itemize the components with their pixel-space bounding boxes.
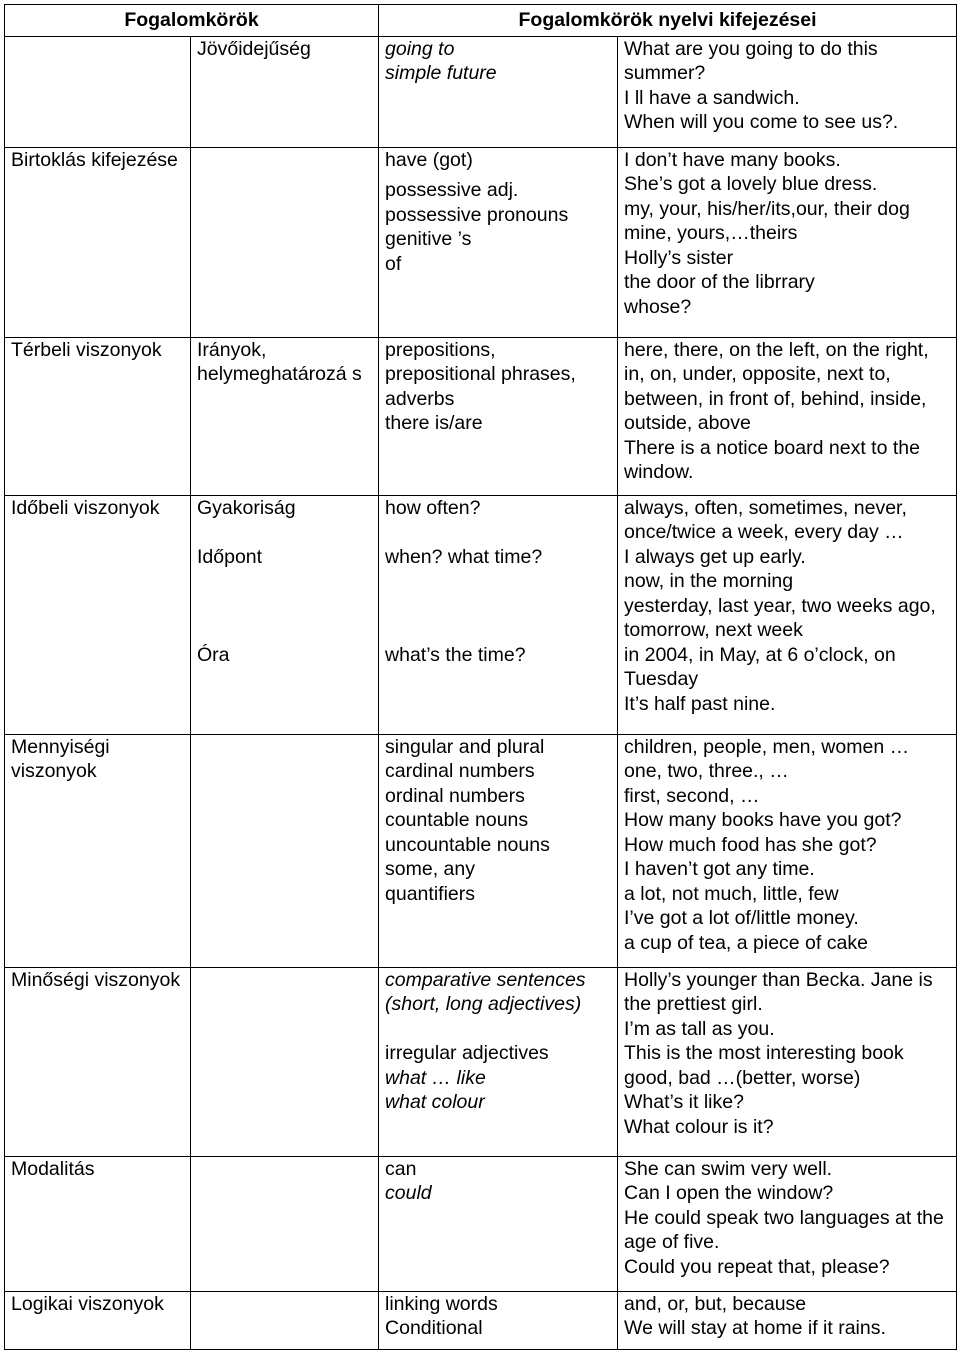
example: my, your, his/her/its,our, their dog	[624, 197, 910, 220]
category-label: Minőségi viszonyok	[11, 968, 181, 991]
term: irregular adjectives	[385, 1042, 549, 1064]
example: whose?	[624, 295, 692, 318]
example: always, often, sometimes, never, once/twice a week, every day …	[624, 496, 907, 543]
terms-cell	[379, 147, 618, 337]
example: What’s it like?	[624, 1091, 744, 1113]
subcategory-label: Időpont	[197, 545, 263, 568]
term: adverbs	[385, 387, 455, 410]
term: singular and plural	[385, 735, 545, 758]
example: We will stay at home if it rains.	[624, 1317, 886, 1339]
subcategory-label: Óra	[197, 643, 230, 666]
example: Can I open the window?	[624, 1182, 834, 1204]
table-row	[5, 1156, 957, 1291]
example: He could speak two languages at the age of five.	[624, 1206, 944, 1253]
example: I haven’t got any time.	[624, 858, 815, 880]
example: the door of the librrary	[624, 271, 815, 293]
term: what’s the time?	[385, 643, 526, 666]
example: Holly’s sister	[624, 246, 734, 269]
term: quantifiers	[385, 882, 475, 905]
example: Could you repeat that, please?	[624, 1255, 890, 1278]
table-row	[5, 36, 957, 147]
example: here, there, on the left, on the right, in, on, under, opposite, next to, between, in front of, behind, inside, outside, above	[624, 338, 929, 434]
category-cell	[5, 36, 191, 147]
examples-cell	[618, 1156, 957, 1291]
subcategory-cell	[191, 337, 379, 495]
examples-cell	[618, 337, 957, 495]
example: in 2004, in May, at 6 o’clock, on Tuesday	[624, 643, 896, 690]
grammar-table	[4, 4, 957, 1350]
example: I’ve got a lot of/little money.	[624, 907, 859, 929]
subcategory-cell	[191, 36, 379, 147]
term: going to	[385, 37, 455, 60]
term: uncountable nouns	[385, 833, 550, 856]
category-label: Időbeli viszonyok	[11, 496, 160, 519]
term: genitive ’s	[385, 228, 472, 250]
term: what … like	[385, 1066, 486, 1089]
terms-cell	[379, 495, 618, 734]
example: How much food has she got?	[624, 833, 877, 856]
example: What colour is it?	[624, 1115, 774, 1138]
subcategory-cell	[191, 967, 379, 1156]
terms-cell	[379, 1291, 618, 1349]
examples-cell	[618, 495, 957, 734]
example: a cup of tea, a piece of cake	[624, 931, 868, 954]
term: cardinal numbers	[385, 760, 535, 782]
examples-cell	[618, 36, 957, 147]
example: What are you going to do this summer?	[624, 37, 878, 84]
examples-cell	[618, 147, 957, 337]
table-row	[5, 734, 957, 967]
category-cell: Birtoklás kifejezése	[5, 147, 191, 337]
term: countable nouns	[385, 809, 529, 831]
terms-cell	[379, 734, 618, 967]
example: mine, yours,…theirs	[624, 222, 798, 244]
example: Holly’s younger than Becka. Jane is the prettiest girl.	[624, 968, 933, 1015]
term: simple future	[385, 62, 497, 84]
example: a lot, not much, little, few	[624, 882, 839, 905]
example: This is the most interesting book	[624, 1042, 904, 1064]
term: have (got)	[385, 148, 473, 171]
category-label: Mennyiségi viszonyok	[11, 735, 110, 782]
example: I always get up early.	[624, 545, 806, 568]
term: of	[385, 252, 402, 275]
subcategory-label: Gyakoriság	[197, 496, 296, 519]
example: When will you come to see us?.	[624, 111, 899, 133]
term: prepositional phrases,	[385, 363, 576, 385]
example: I’m as tall as you.	[624, 1017, 775, 1040]
subcategory-cell	[191, 734, 379, 967]
term: linking words	[385, 1292, 498, 1315]
example: It’s half past nine.	[624, 692, 776, 715]
table-row	[5, 337, 957, 495]
category-cell	[5, 495, 191, 734]
table-row	[5, 1291, 957, 1349]
term: some, any	[385, 858, 475, 880]
category-label: Logikai viszonyok	[11, 1292, 164, 1315]
terms-cell	[379, 337, 618, 495]
examples-cell	[618, 967, 957, 1156]
subcategory-cell	[191, 495, 379, 734]
example: now, in the morning	[624, 570, 794, 592]
table-row	[5, 147, 957, 337]
table-row	[5, 495, 957, 734]
term: can	[385, 1157, 417, 1180]
header-concept-areas: Fogalomkörök	[5, 5, 379, 37]
example: and, or, but, because	[624, 1292, 807, 1315]
term: how often?	[385, 496, 481, 519]
category-cell	[5, 967, 191, 1156]
example: first, second, …	[624, 784, 760, 807]
header-row	[5, 5, 957, 37]
header-language-expressions: Fogalomkörök nyelvi kifejezései	[379, 5, 957, 37]
example: one, two, three., …	[624, 760, 789, 782]
terms-cell	[379, 1156, 618, 1291]
term: Conditional	[385, 1317, 483, 1339]
example: I ll have a sandwich.	[624, 86, 800, 109]
terms-cell	[379, 967, 618, 1156]
term: what colour	[385, 1091, 485, 1113]
examples-cell	[618, 734, 957, 967]
category-cell	[5, 734, 191, 967]
term: there is/are	[385, 412, 483, 434]
example: yesterday, last year, two weeks ago, tomorrow, next week	[624, 594, 936, 641]
terms-cell	[379, 36, 618, 147]
category-cell: Modalitás	[5, 1156, 191, 1291]
example: She can swim very well.	[624, 1157, 833, 1180]
category-label: Térbeli viszonyok	[11, 338, 162, 361]
category-cell	[5, 337, 191, 495]
term: when? what time?	[385, 545, 543, 568]
subcategory-cell	[191, 147, 379, 337]
term: ordinal numbers	[385, 784, 525, 807]
term: comparative sentences (short, long adjectives)	[385, 968, 586, 1015]
subcategory-cell	[191, 1156, 379, 1291]
example: good, bad …(better, worse)	[624, 1066, 861, 1089]
subcategory-label: Jövőidejűség	[197, 37, 311, 60]
example: How many books have you got?	[624, 809, 902, 831]
examples-cell	[618, 1291, 957, 1349]
term: prepositions,	[385, 338, 496, 361]
subcategory-cell	[191, 1291, 379, 1349]
subcategory-label: Irányok, helymeghatározá s	[197, 338, 362, 385]
table-row	[5, 967, 957, 1156]
example: There is a notice board next to the window.	[624, 436, 920, 483]
example: I don’t have many books.	[624, 148, 841, 171]
example: She’s got a lovely blue dress.	[624, 173, 878, 195]
term: could	[385, 1182, 432, 1204]
example: children, people, men, women …	[624, 735, 910, 758]
term: possessive pronouns	[385, 203, 569, 226]
category-cell	[5, 1291, 191, 1349]
term: possessive adj.	[385, 179, 519, 201]
